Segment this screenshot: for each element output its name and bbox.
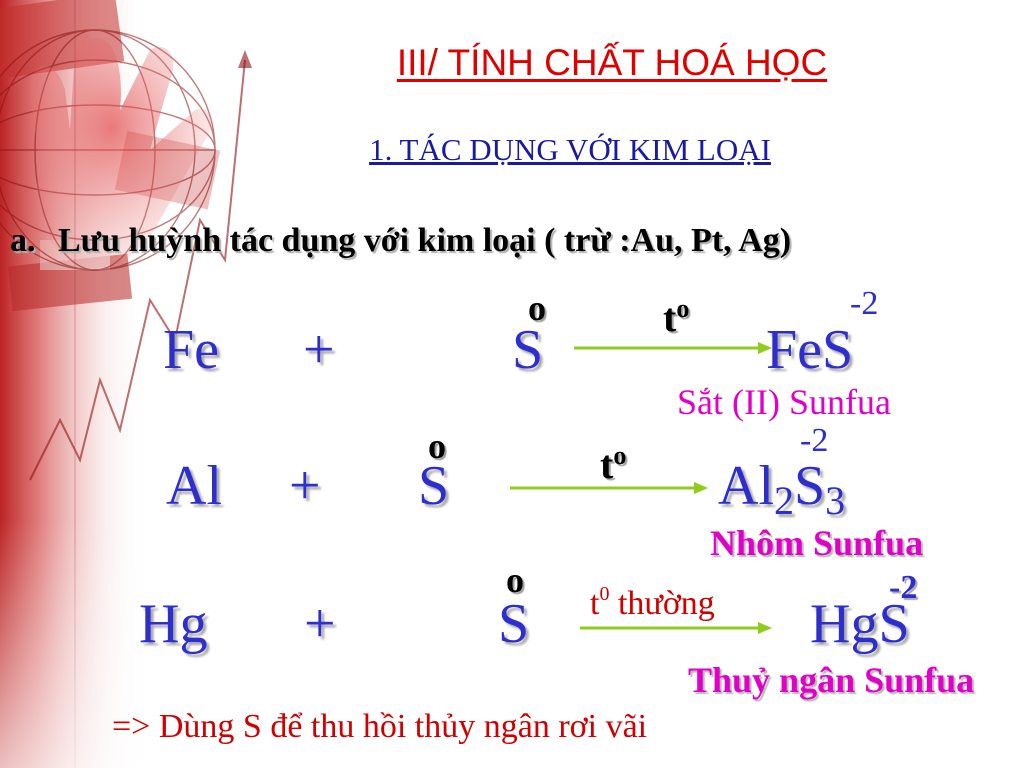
product-al: Al bbox=[718, 455, 774, 517]
condition-sup: o bbox=[676, 294, 690, 323]
page-title: III/ TÍNH CHẤT HOÁ HỌC bbox=[396, 42, 828, 83]
product-formula: FeS bbox=[766, 319, 854, 381]
part-a-heading bbox=[10, 222, 791, 260]
product-oxidation-state: -2 bbox=[889, 569, 918, 606]
reactant-sulfur: S bbox=[418, 455, 450, 517]
product-al-subscript: 2 bbox=[774, 478, 794, 523]
sulfur-oxidation-state: o bbox=[506, 560, 524, 600]
condition-t: t bbox=[600, 442, 614, 487]
reaction-condition bbox=[663, 296, 689, 338]
product-formula bbox=[718, 455, 846, 523]
reactant-sulfur: S bbox=[512, 319, 544, 381]
product-name: Nhôm Sunfua bbox=[710, 523, 924, 563]
product-name: Thuỷ ngân Sunfua bbox=[688, 660, 975, 700]
reaction-arrow-icon bbox=[510, 480, 710, 496]
plus-sign: + bbox=[304, 593, 336, 655]
reactant-metal: Fe bbox=[163, 319, 219, 381]
condition-text: thường bbox=[609, 585, 715, 622]
condition-sup: 0 bbox=[599, 583, 610, 605]
reaction-condition bbox=[590, 584, 715, 621]
section-subtitle: 1. TÁC DỤNG VỚI KIM LOẠI bbox=[369, 132, 771, 167]
condition-t: t bbox=[590, 585, 600, 622]
sulfur-oxidation-state: o bbox=[428, 426, 446, 466]
plus-sign: + bbox=[303, 319, 335, 381]
plus-sign: + bbox=[289, 455, 321, 517]
sulfur-oxidation-state: o bbox=[528, 288, 546, 328]
condition-sup: o bbox=[613, 441, 627, 470]
condition-t: t bbox=[663, 295, 677, 340]
reaction-arrow-icon bbox=[580, 620, 780, 636]
product-oxidation-state: -2 bbox=[800, 422, 829, 459]
product-s-subscript: 3 bbox=[825, 478, 846, 523]
reaction-arrow-icon bbox=[574, 340, 774, 356]
product-formula: HgS bbox=[810, 593, 910, 655]
product-oxidation-state: -2 bbox=[850, 285, 879, 322]
part-a-letter: a. bbox=[10, 222, 36, 259]
reactant-metal: Hg bbox=[139, 593, 208, 655]
reactant-sulfur: S bbox=[498, 593, 530, 655]
product-s: S bbox=[794, 455, 826, 517]
part-a-text: Lưu huỳnh tác dụng với kim loại ( trừ :Au, Pt, Ag) bbox=[58, 222, 792, 259]
reaction-condition bbox=[600, 443, 626, 485]
reactant-metal: Al bbox=[166, 455, 222, 517]
product-name: Sắt (II) Sunfua bbox=[677, 382, 891, 422]
conclusion-note: => Dùng S để thu hồi thủy ngân rơi vãi bbox=[112, 708, 648, 745]
